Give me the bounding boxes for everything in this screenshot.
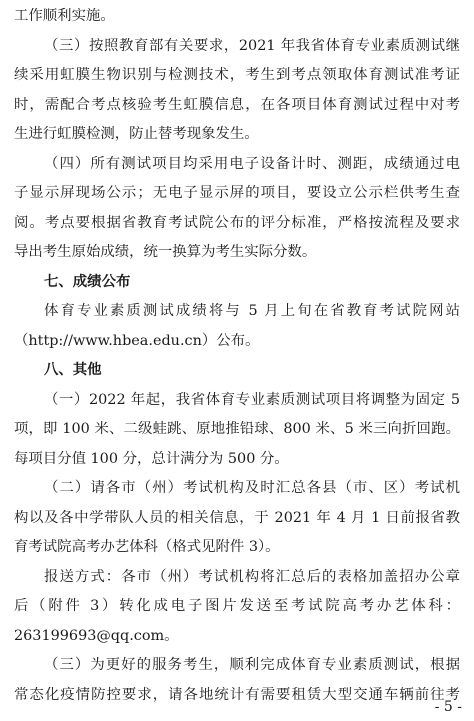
paragraph-line: 续采用虹膜生物识别与检测技术，考生到考点领取体育测试准考证 (14, 67, 460, 83)
paragraph-line: 263199693@qq.com。 (14, 627, 179, 644)
paragraph-line: 项，即 100 米、二级蛙跳、原地推铅球、800 米、5 米三向折回跑。 (14, 421, 460, 437)
paragraph-line: 常态化疫情防控要求，请各地统计有需要租赁大型交通车辆前往考 (14, 686, 460, 703)
paragraph-line: 阅。考点要根据省教育考试院公布的评分标准，严格按流程及要求 (14, 214, 460, 231)
paragraph-line: （二）请各市（州）考试机构及时汇总各县（市、区）考试机 (44, 480, 460, 496)
paragraph-line: （三）为更好的服务考生，顺利完成体育专业素质测试，根据 (44, 657, 460, 673)
paragraph-line: 构以及各中学带队人员的相关信息，于 2021 年 4 月 1 日前报省教 (14, 509, 460, 526)
paragraph-line: （http://www.hbea.edu.cn）公布。 (14, 332, 260, 349)
page-number: - 5 - (434, 699, 462, 715)
paragraph-line: 子显示屏现场公示；无电子显示屏的项目，要设立公示栏供考生查 (14, 185, 460, 201)
paragraph-line: 育考试院高考办艺体科（格式见附件 3）。 (14, 539, 280, 555)
document-body (14, 2, 460, 710)
paragraph-line: 导出考生原始成绩，统一换算为考生实际分数。 (14, 244, 317, 260)
paragraph-line: 生进行虹膜检测，防止替考现象发生。 (14, 126, 259, 142)
paragraph-line: 时，需配合考点核验考生虹膜信息，在各项目体育测试过程中对考 (14, 96, 460, 113)
paragraph-line: （一）2022 年起，我省体育专业素质测试项目将调整为固定 5 (44, 391, 460, 408)
section-heading: 八、其他 (44, 362, 102, 378)
paragraph-line: 后（附件 3）转化成电子图片发送至考试院高考办艺体科： (14, 598, 460, 614)
paragraph-line: （三）按照教育部有关要求，2021 年我省体育专业素质测试继 (44, 37, 460, 54)
paragraph-line: 工作顺利实施。 (14, 8, 115, 24)
section-heading: 七、成绩公布 (44, 273, 131, 290)
paragraph-line: 报送方式：各市（州）考试机构将汇总后的表格加盖招办公章 (44, 568, 460, 585)
paragraph-line: （四）所有测试项目均采用电子设备计时、测距，成绩通过电 (44, 155, 460, 172)
paragraph-line: 每项目分值 100 分，总计满分为 500 分。 (14, 450, 289, 467)
paragraph-line: 体育专业素质测试成绩将与 5 月上旬在省教育考试院网站 (44, 303, 460, 319)
